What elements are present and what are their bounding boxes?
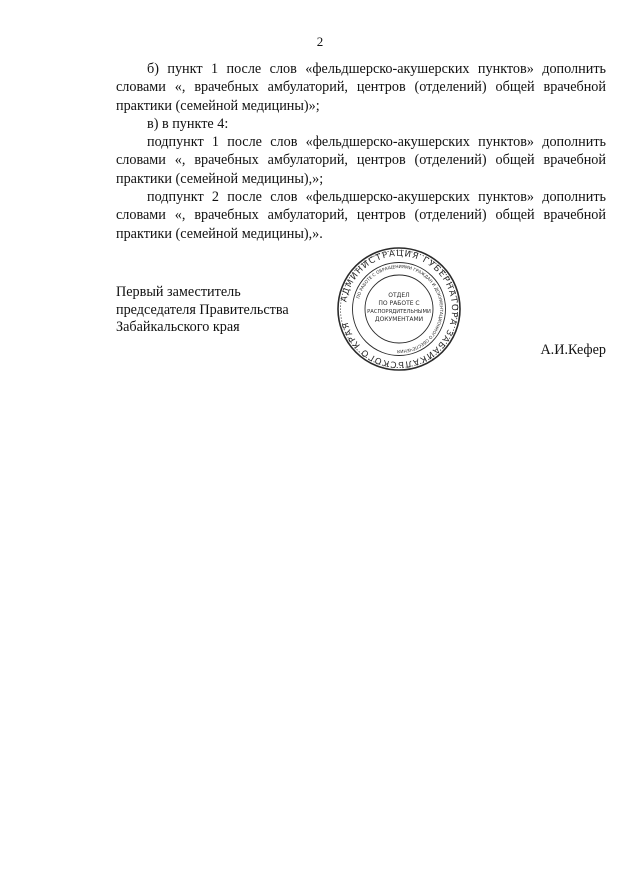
stamp-outer-text: АДМИНИСТРАЦИЯ ГУБЕРНАТОРА ЗАБАЙКАЛЬСКОГО КРАЯ	[339, 248, 460, 370]
stamp-center-line: РАСПОРЯДИТЕЛЬНЫМИ	[367, 309, 431, 315]
signatory-name: А.И.Кефер	[540, 342, 606, 358]
signatory-title	[116, 284, 289, 337]
paragraph: б) пункт 1 после слов «фельдшерско-акушерских пунктов» дополнить словами «, врачебных амбулаторий, центров (отделений) общей врачебной практики (семейной медицины)»;	[116, 61, 606, 114]
page-number: 2	[316, 34, 324, 49]
official-stamp	[336, 246, 462, 372]
paragraph: подпункт 1 после слов «фельдшерско-акушерских пунктов» дополнить словами «, врачебных амбулаторий, центров (отделений) общей врачебной практики (семейной медицины),»;	[116, 134, 606, 187]
paragraph: подпункт 2 после слов «фельдшерско-акушерских пунктов» дополнить словами «, врачебных амбулаторий, центров (отделений) общей врачебной практики (семейной медицины),».	[116, 189, 606, 242]
stamp-inner-text: ПО РАБОТЕ С ОБРАЩЕНИЯМИ ГРАЖДАН И ДОКУМЕНТАЦИОННОГО ОБЕСПЕЧЕНИЯ	[356, 264, 444, 354]
document-body	[116, 60, 606, 243]
signatory-title-line: Забайкальского края	[116, 319, 240, 335]
paragraph: в) в пункте 4:	[147, 115, 229, 132]
signatory-title-line: Первый заместитель	[116, 284, 241, 300]
signatory-title-line: председателя Правительства	[116, 301, 289, 318]
stamp-center-line: ОТДЕЛ	[388, 292, 410, 299]
stamp-center-line: ПО РАБОТЕ С	[378, 300, 420, 307]
stamp-center-line: ДОКУМЕНТАМИ	[374, 316, 424, 323]
